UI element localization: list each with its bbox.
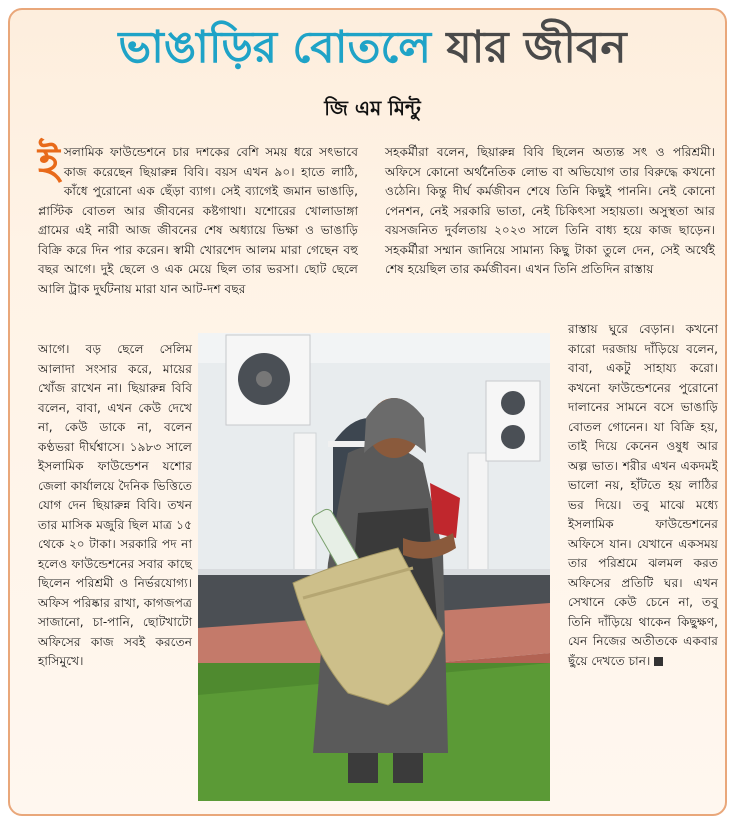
- photo-illustration: [198, 333, 550, 801]
- article-text-col2-top: সহকর্মীরা বলেন, ছিয়ারুন্ন বিবি ছিলেন অত্যন্ত সৎ ও পরিশ্রমী। অফিসে কোনো অর্থনৈতিক লোভ বা অভিযোগ তার বিরুদ্ধে কখনো ওঠেনি। কিন্তু দীর্ঘ কর্মজীবন শেষে তিনি কিছুই পাননি। নেই কোনো পেনশন, নেই সরকারি ভাতা, নেই চিকিৎসা সহায়তা। অসুস্থতা আর বয়সজনিত দুর্বলতায় ২০২৩ সালে তিনি বাধ্য হয়ে কাজ ছাড়েন। সহকর্মীরা সম্মান জানিয়ে সামান্য কিছু টাকা তুলে দেন, সেই অর্থেই শেষ হয়েছিল তার কর্মজীবন। এখন তিনি প্রতিদিন রাস্তায়: [385, 145, 715, 276]
- article-column-1-bottom: [38, 340, 192, 672]
- article-column-2-top: [385, 143, 715, 280]
- drop-cap: ই: [38, 138, 60, 187]
- article-column-1-top: [38, 138, 358, 299]
- article-text-col1-top: সলামিক ফাউন্ডেশনে চার দশকের বেশি সময় ধরে সৎভাবে কাজ করেছেন ছিয়ারুন্ন বিবি। বয়স এখন ৯০। হাতে লাঠি, কাঁধে পুরোনো এক ছেঁড়া ব্যাগ। সেই ব্যাগেই জমান ভাঙাড়ি, প্লাস্টিক বোতল আর জীবনের কষ্টগাথা। যশোরের খোলাডাঙ্গা গ্রামের এই নারী আজ জীবনের শেষ অধ্যায়ে ভিক্ষা ও ভাঙাড়ি বিক্রি করে দিন পার করেন। স্বামী খোরশেদ আলম মারা গেছেন বহু বছর আগে। দুই ছেলে ও এক মেয়ে ছিল তার ভরসা। ছোট ছেলে আলি ট্রাক দুর্ঘটনায় মারা যান আট-দশ বছর: [38, 145, 358, 296]
- article-text-col2-bottom: রাস্তায় ঘুরে বেড়ান। কখনো কারো দরজায় দাঁড়িয়ে বলেন, বাবা, একটু সাহায্য করো। কখনো ফাউন্ডেশনের পুরোনো দালানের সামনে বসে ভাঙাড়ি বোতল গোনেন। যা বিক্রি হয়, তাই দিয়ে কেনেন ওষুধ আর অল্প ভাত। শরীর এখন একদমই ভালো নয়, হাঁটতে হয় লাঠির ভর দিয়ে। তবু মাঝে মধ্যে ইসলামিক ফাউন্ডেশনের অফিসে যান। যেখানে একসময় তার পরিশ্রমে ঝলমল করত অফিসের প্রতিটি ঘর। এখন সেখানে কেউ চেনে না, তবু তিনি দাঁড়িয়ে থাকেন কিছুক্ষণ, যেন নিজের অতীতকে একবার ছুঁয়ে দেখতে চান।: [568, 322, 718, 668]
- end-mark-icon: [654, 657, 663, 666]
- article-column-2-bottom: [568, 320, 718, 671]
- headline: [0, 20, 745, 76]
- headline-part-dark: যার জীবন: [446, 22, 627, 73]
- headline-part-accent: ভাঙাড়ির বোতলে: [118, 22, 431, 73]
- article-photo: [198, 333, 550, 801]
- article-text-col1-bottom: আগে। বড় ছেলে সেলিম আলাদা সংসার করে, মায়ের খোঁজ রাখেন না। ছিয়ারুন্ন বিবি বলেন, বাবা, এখন কেউ দেখে না, কেউ ডাকে না, বলেন কণ্ঠভরা দীর্ঘশ্বাসে। ১৯৮৩ সালে ইসলামিক ফাউন্ডেশন যশোর জেলা কার্যালয়ে দৈনিক ভিত্তিতে যোগ দেন ছিয়ারুন্ন বিবি। তখন তার মাসিক মজুরি ছিল মাত্র ১৫ থেকে ২০ টাকা। সরকারি পদ না হলেও ফাউন্ডেশনের সবার কাছে ছিলেন পরিশ্রমী ও নির্ভরযোগ্য। অফিস পরিষ্কার রাখা, কাগজপত্র সাজানো, চা-পানি, ছোটখাটো অফিসের কাজ সবই করতেন হাসিমুখে।: [38, 342, 192, 668]
- byline: জি এম মিন্টু: [324, 96, 421, 120]
